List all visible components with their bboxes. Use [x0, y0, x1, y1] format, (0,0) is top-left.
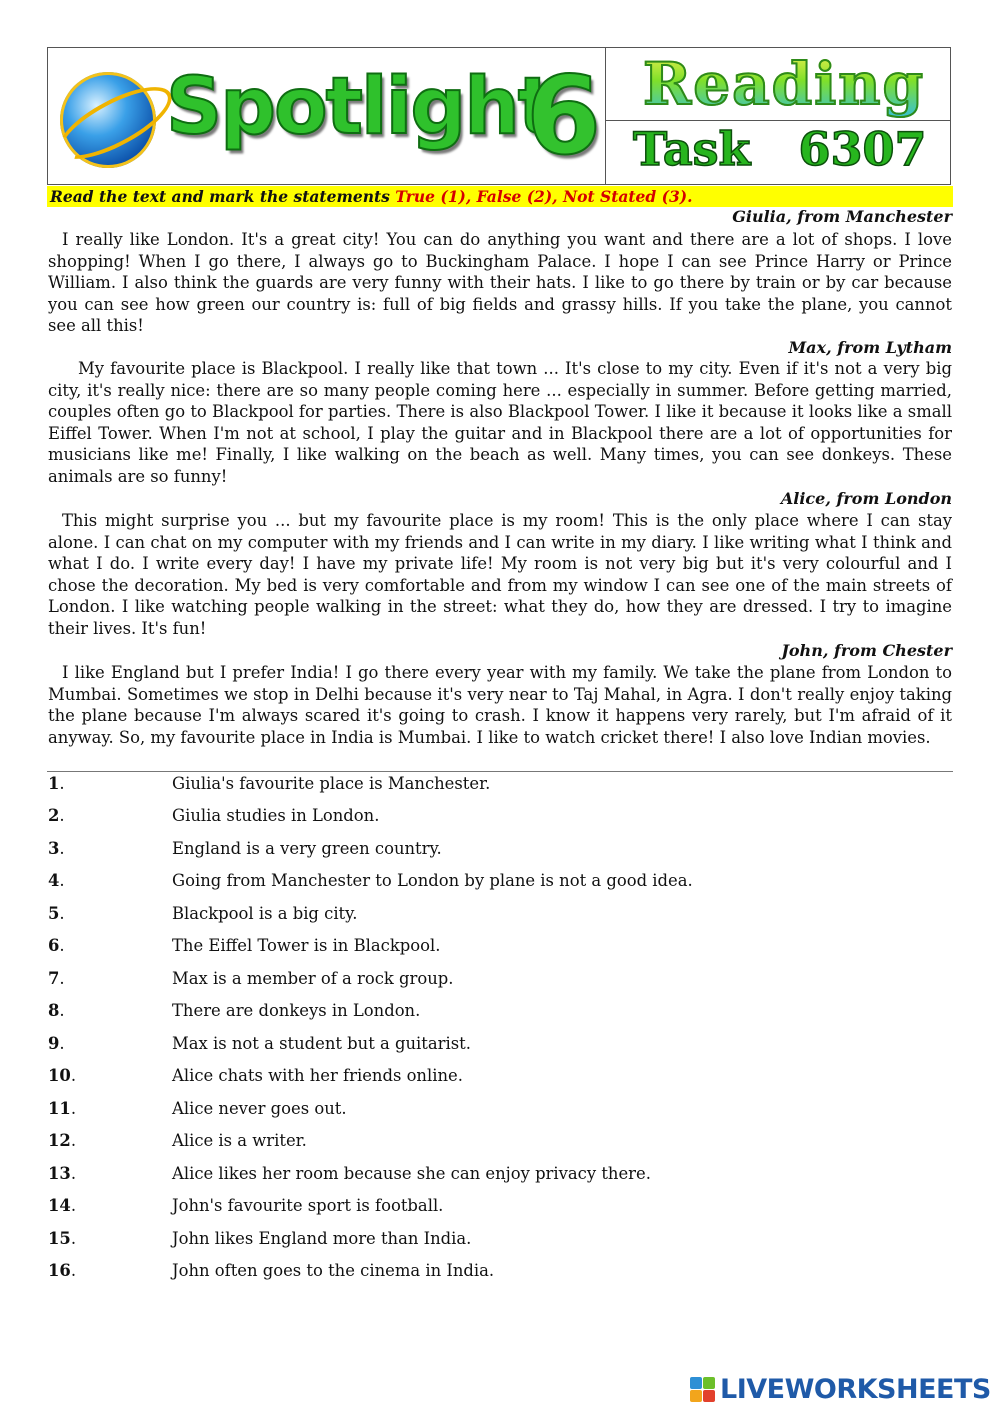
question-number: 7 [48, 969, 60, 988]
question-number: 10 [48, 1066, 71, 1085]
question-number: 13 [48, 1164, 71, 1183]
question-text: The Eiffel Tower is in Blackpool. [172, 936, 441, 955]
question-item[interactable]: 10. Alice chats with her friends online. [48, 1066, 463, 1085]
question-text: Giulia's favourite place is Manchester. [172, 774, 491, 793]
instructions-options: True (1), False (2), Not Stated (3). [395, 187, 693, 206]
question-item[interactable]: 5. Blackpool is a big city. [48, 904, 358, 923]
question-number: 11 [48, 1099, 71, 1118]
question-item[interactable]: 7. Max is a member of a rock group. [48, 969, 454, 988]
question-item[interactable]: 8. There are donkeys in London. [48, 1001, 421, 1020]
question-text: England is a very green country. [172, 839, 442, 858]
passage-john: I like England but I prefer India! I go there every year with my family. We take the plane from London to Mumbai. Sometimes we stop in Delhi because it's very near to Taj Mahal, in Agra. I don't really enjoy taking the plane because I'm always scared it's going to crash. I know it happens very rarely, but I'm afraid of it anyway. So, my favourite place in India is Mumbai. I like to watch cricket there! I also love Indian movies. [48, 663, 952, 747]
question-number: 1 [48, 774, 60, 793]
question-text: Alice never goes out. [172, 1099, 347, 1118]
question-text: Alice likes her room because she can enjoy privacy there. [172, 1164, 651, 1183]
liveworksheets-logo-icon [690, 1377, 716, 1403]
question-number: 12 [48, 1131, 71, 1150]
question-item[interactable]: 1. Giulia's favourite place is Manchester. [48, 774, 491, 793]
task-label: Task [633, 122, 751, 176]
question-item[interactable]: 11. Alice never goes out. [48, 1099, 347, 1118]
section-title-cell [605, 48, 950, 121]
task-id-cell [605, 120, 950, 184]
question-number: 6 [48, 936, 60, 955]
question-text: Alice chats with her friends online. [172, 1066, 463, 1085]
question-text: John likes England more than India. [172, 1229, 472, 1248]
passage-author-alice: Alice, from London [780, 489, 952, 508]
brand-name: LIVEWORKSHEETS [720, 1374, 991, 1405]
passage-author-john: John, from Chester [781, 641, 952, 660]
question-text: Giulia studies in London. [172, 806, 380, 825]
passage-max: My favourite place is Blackpool. I really like that town ... It's close to my city. Even if it's not a very big city, it's really nice: there are so many people coming here ... especially in summer. Before getting married, couples often go to Blackpool for parties. There is also Blackpool Tower. I like it because it looks like a small Eiffel Tower. When I'm not at school, I play the guitar and in Blackpool there are a lot of opportunities for musicians like me! Finally, I like walking on the beach as well. Many times, you can see donkeys. These animals are so funny! [48, 359, 952, 486]
question-number: 15 [48, 1229, 71, 1248]
worksheet-header [47, 47, 951, 185]
question-number: 9 [48, 1034, 60, 1053]
section-title: Reading [643, 50, 925, 118]
logo-number: 6 [526, 54, 602, 179]
instructions-lead: Read the text and mark the statements [50, 187, 396, 206]
question-item[interactable]: 9. Max is not a student but a guitarist. [48, 1034, 471, 1053]
question-text: Blackpool is a big city. [172, 904, 358, 923]
question-text: Max is not a student but a guitarist. [172, 1034, 471, 1053]
passage-author-giulia: Giulia, from Manchester [732, 207, 952, 226]
question-item[interactable]: 4. Going from Manchester to London by plane is not a good idea. [48, 871, 693, 890]
question-item[interactable]: 16. John often goes to the cinema in India. [48, 1261, 495, 1280]
question-text: Max is a member of a rock group. [172, 969, 454, 988]
question-number: 16 [48, 1261, 71, 1280]
task-id [633, 122, 926, 176]
passage-giulia: I really like London. It's a great city! You can do anything you want and there are a lot of shops. I love shopping! When I go there, I always go to Buckingham Palace. I hope I can see Prince Harry or Prince William. I also think the guards are very funny with their hats. I like to go there by train or by car because you can see how green our country is: full of big fields and grassy hills. If you take the plane, you cannot see all this! [48, 230, 952, 336]
task-number: 6307 [798, 122, 927, 176]
passage-author-max: Max, from Lytham [788, 338, 952, 357]
question-item[interactable]: 3. England is a very green country. [48, 839, 442, 858]
question-number: 5 [48, 904, 60, 923]
question-item[interactable]: 2. Giulia studies in London. [48, 806, 380, 825]
question-item[interactable]: 14. John's favourite sport is football. [48, 1196, 444, 1215]
liveworksheets-brand[interactable] [690, 1374, 991, 1405]
question-text: Going from Manchester to London by plane is not a good idea. [172, 871, 693, 890]
question-number: 8 [48, 1001, 60, 1020]
question-item[interactable]: 13. Alice likes her room because she can enjoy privacy there. [48, 1164, 651, 1183]
logo-word: Spotlight [166, 62, 554, 152]
question-number: 4 [48, 871, 60, 890]
passage-alice: This might surprise you ... but my favourite place is my room! This is the only place where I can stay alone. I can chat on my computer with my friends and I can write in my diary. I like writing what I think and what I do. I write every day! I have my private life! My room is not very big but it's very colourful and I chose the decoration. My bed is very comfortable and from my window I can see one of the main streets of London. I like watching people walking in the street: what they do, how they are dressed. I try to imagine their lives. It's fun! [48, 511, 952, 638]
question-item[interactable]: 6. The Eiffel Tower is in Blackpool. [48, 936, 441, 955]
question-number: 14 [48, 1196, 71, 1215]
question-text: John's favourite sport is football. [172, 1196, 444, 1215]
question-number: 3 [48, 839, 60, 858]
spotlight-logo [48, 48, 606, 184]
question-text: John often goes to the cinema in India. [172, 1261, 495, 1280]
instructions-bar [47, 186, 953, 207]
question-text: There are donkeys in London. [172, 1001, 421, 1020]
question-text: Alice is a writer. [172, 1131, 307, 1150]
question-number: 2 [48, 806, 60, 825]
question-item[interactable]: 12. Alice is a writer. [48, 1131, 307, 1150]
question-item[interactable]: 15. John likes England more than India. [48, 1229, 472, 1248]
